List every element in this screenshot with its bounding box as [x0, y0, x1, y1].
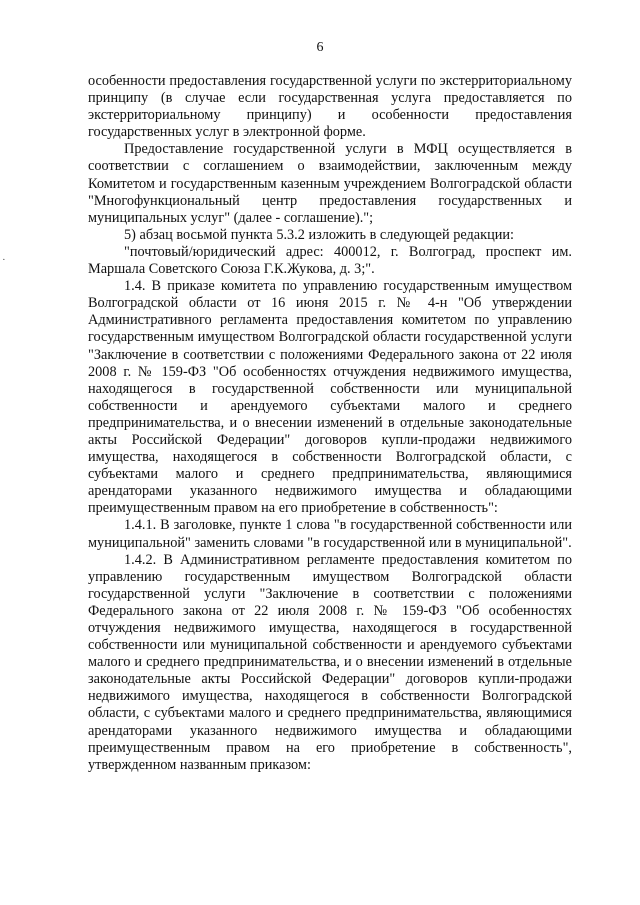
page-number: 6 [316, 40, 324, 55]
paragraph-item-5: 5) абзац восьмой пункта 5.3.2 изложить в следующей редакции: [124, 226, 515, 243]
paragraph-mfc-agreement: Предоставление государственной услуги в МФЦ осуществляется в соответствии с соглашением о взаимодействии, заключенным между Комитетом и государственным казенным учреждением Волгоградской области "Многофункциональный центр предоставления государственных и муниципальных услуг" (далее - соглашение)."; [88, 141, 572, 226]
document-body [88, 73, 572, 774]
paragraph-1-4: 1.4. В приказе комитета по управлению государственным имуществом Волгоградской области от 16 июня 2015 г. № 4-н "Об утверждении Административного регламента предоставления комитетом по управлению государственным имуществом Волгоградской области государственной услуги "Заключение в соответствии с положениями Федерального закона от 22 июля 2008 г. № 159-ФЗ "Об особенностях отчуждения недвижимого имущества, находящегося в государственной собственности или муниципальной собственности и арендуемого субъектами малого и среднего предпринимательства, и о внесении изменений в отдельные законодательные акты Российской Федерации" договоров купли-продажи недвижимого имущества, находящегося в собственности Волгоградской области, с субъектами малого и среднего предпринимательства, являющимися арендаторами указанного недвижимого имущества и обладающими преимущественным правом на его приобретение в собственность": [88, 278, 572, 517]
paragraph-1-4-1: 1.4.1. В заголовке, пункте 1 слова "в государственной собственности или муниципальной" заменить словами "в государственной или в муниципальной". [88, 517, 572, 551]
paragraph-continuation: особенности предоставления государственной услуги по экстерриториальному принципу (в случае если государственная услуга предоставляется по экстерриториальному принципу) и особенности предоставления государственных услуг в электронной форме. [88, 73, 572, 141]
paragraph-postal-address: "почтовый/юридический адрес: 400012, г. Волгоград, проспект им. Маршала Советского Союза Г.К.Жукова, д. 3;". [88, 243, 572, 278]
paragraph-1-4-2: 1.4.2. В Административном регламенте предоставления комитетом по управлению государственным имуществом Волгоградской области государственной услуги "Заключение в соответствии с положениями Федерального закона от 22 июля 2008 г. № 159-ФЗ "Об особенностях отчуждения недвижимого имущества, находящегося в государственной собственности или муниципальной собственности и арендуемого субъектами малого и среднего предпринимательства, и о внесении изменений в отдельные законодательные акты Российской Федерации" договоров купли-продажи недвижимого имущества, находящегося в собственности Волгоградской области, с субъектами малого и среднего предпринимательства, являющимися арендаторами указанного недвижимого имущества и обладающими преимущественным правом на его приобретение в собственность", утвержденном названным приказом: [88, 551, 572, 773]
margin-mark: · [2, 254, 6, 266]
